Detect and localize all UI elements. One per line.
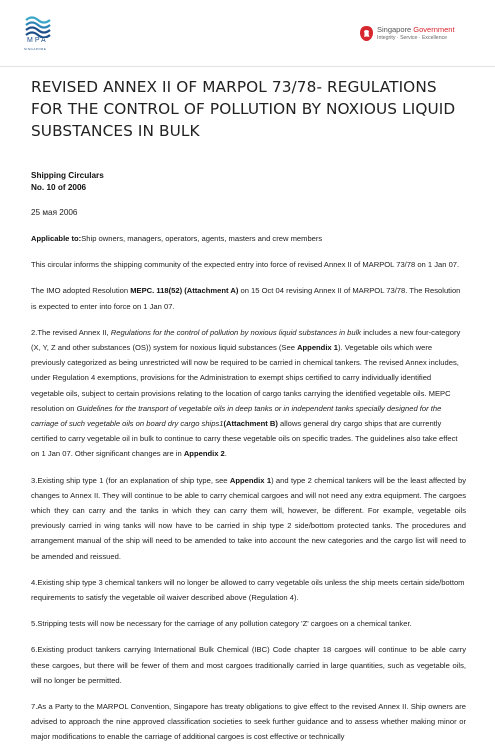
singapore-government-logo[interactable] bbox=[359, 25, 469, 51]
attachment-a-link[interactable]: MEPC. 118(52) (Attachment A) bbox=[130, 286, 239, 296]
p2-text-j: . bbox=[224, 449, 227, 459]
paragraph-7: 7.As a Party to the MARPOL Convention, Singapore has treaty obligations to give effect to the revised Annex II. Ship owners are advised to approach the nine approved classification societies to seek further guidance and to assess whether making minor or major modifications to enable the carriage of additional cargoes is cost effective or technically bbox=[31, 702, 466, 742]
mpa-waves-icon bbox=[22, 14, 62, 38]
appendix-2-link[interactable]: Appendix 2 bbox=[183, 449, 225, 459]
p1-text-a: The IMO adopted Resolution bbox=[31, 286, 131, 296]
attachment-b-link[interactable]: (Attachment B) bbox=[223, 419, 278, 429]
circular-number: No. 10 of 2006 bbox=[31, 183, 87, 192]
gov-logo-word2: Government bbox=[413, 25, 455, 34]
p2-regulation-title: Regulations for the control of pollution by noxious liquid substances in bulk bbox=[110, 327, 362, 337]
lion-head-icon bbox=[359, 25, 374, 42]
applicable-to bbox=[31, 231, 466, 246]
page-title: REVISED ANNEX II OF MARPOL 73/78- REGULATIONS FOR THE CONTROL OF POLLUTION BY NOXIOUS LIQUID SUBSTANCES IN BULK bbox=[31, 78, 456, 140]
paragraph-6: 6.Existing product tankers carrying International Bulk Chemical (IBC) Code chapter 18 cargoes will continue to be able carry these cargoes, but there will be fewer of them and most cargoes traditionally carried in large quantities, such as vegetable oils, will no longer be permitted. bbox=[31, 645, 466, 685]
mpa-logo-subtext: SINGAPORE bbox=[24, 47, 47, 51]
p2-text-a: 2.The revised Annex II, bbox=[31, 327, 111, 337]
applicable-text: Ship owners, managers, operators, agents, masters and crew members bbox=[81, 234, 323, 243]
gov-logo-word1: Singapore bbox=[377, 25, 412, 34]
p3-text-a: 3.Existing ship type 1 (for an explanation of ship type, see bbox=[31, 475, 230, 485]
paragraph-1 bbox=[31, 283, 466, 313]
circular-body bbox=[31, 76, 466, 745]
appendix-1-link-2[interactable]: Appendix 1 bbox=[229, 475, 272, 485]
paragraph-3 bbox=[31, 473, 466, 564]
p2-text-h: allows general dry cargo ships that are currently certified to carry vegetable oil in bulk to continue to carry these vegetable oils on specific trades. The guidelines also take effect on 1 Jan 07. Other significant changes are in bbox=[31, 419, 458, 459]
p2-text-e: ). Vegetable oils which were previously categorized as being unrestricted will now be required to be carried in chemical tankers. The revised Annex includes, under Regulation 4 exemptions, provisions for the Administration to exempt ships certified to carry individually identified vegetable oils, subject to certain provisions relating to the location of cargo tanks carrying the identified vegetable oils. MEPC resolution on bbox=[31, 343, 459, 413]
mpa-logo-text: MPA bbox=[27, 37, 48, 44]
mpa-logo[interactable] bbox=[22, 14, 62, 58]
paragraph-5: 5.Stripping tests will now be necessary for the carriage of any pollution category 'Z' cargoes on a chemical tanker. bbox=[31, 619, 412, 629]
gov-tagline: Integrity · Service · Excellence bbox=[377, 35, 448, 41]
paragraph-2 bbox=[31, 325, 466, 462]
page-header bbox=[0, 0, 495, 62]
p2-guidelines-title: Guidelines for the transport of vegetable oils in deep tanks or in independent tanks specially designed for the carriage of such vegetable oils on board dry cargo ships1 bbox=[31, 403, 442, 429]
p1-text-c: on 15 Oct 04 revising Annex II of MARPOL 73/78. The Resolution is expected to enter into force on 1 Jan 07. bbox=[31, 286, 461, 311]
gov-logo-title bbox=[377, 25, 455, 34]
appendix-1-link[interactable]: Appendix 1 bbox=[297, 343, 338, 353]
circular-date: 25 мая 2006 bbox=[31, 208, 78, 217]
paragraph-4: 4.Existing ship type 3 chemical tankers will no longer be allowed to carry vegetable oils unless the ship meets certain side/bottom requirements to satisfy the vegetable oil waiver described above (Regulation 4). bbox=[31, 577, 465, 603]
applicable-label: Applicable to: bbox=[31, 234, 82, 243]
header-divider bbox=[0, 66, 495, 67]
circular-category: Shipping Circulars bbox=[31, 171, 104, 180]
paragraph-intro: This circular informs the shipping community of the expected entry into force of revised Annex II of MARPOL 73/78 on 1 Jan 07. bbox=[31, 260, 460, 270]
p2-text-c: includes a new four-category (X, Y, Z and other substances (OS)) system for noxious liquid substances (See bbox=[31, 327, 461, 353]
p3-text-c: ) and type 2 chemical tankers will be the least affected by changes to Annex II. They will continue to be able to carry chemical cargoes and will not need any extra equipment. The cargoes which they can carry and the tanks in which they can carry them will, however, be different. For example, vegetable oils previously carried in wing tanks will now have to be carried in ship type 2 side/bottom protected tanks. The procedures and arrangement manual of the ship will need to be amended to take into account the new categories and the cargo list will need to be amended and reissued. bbox=[31, 475, 466, 561]
